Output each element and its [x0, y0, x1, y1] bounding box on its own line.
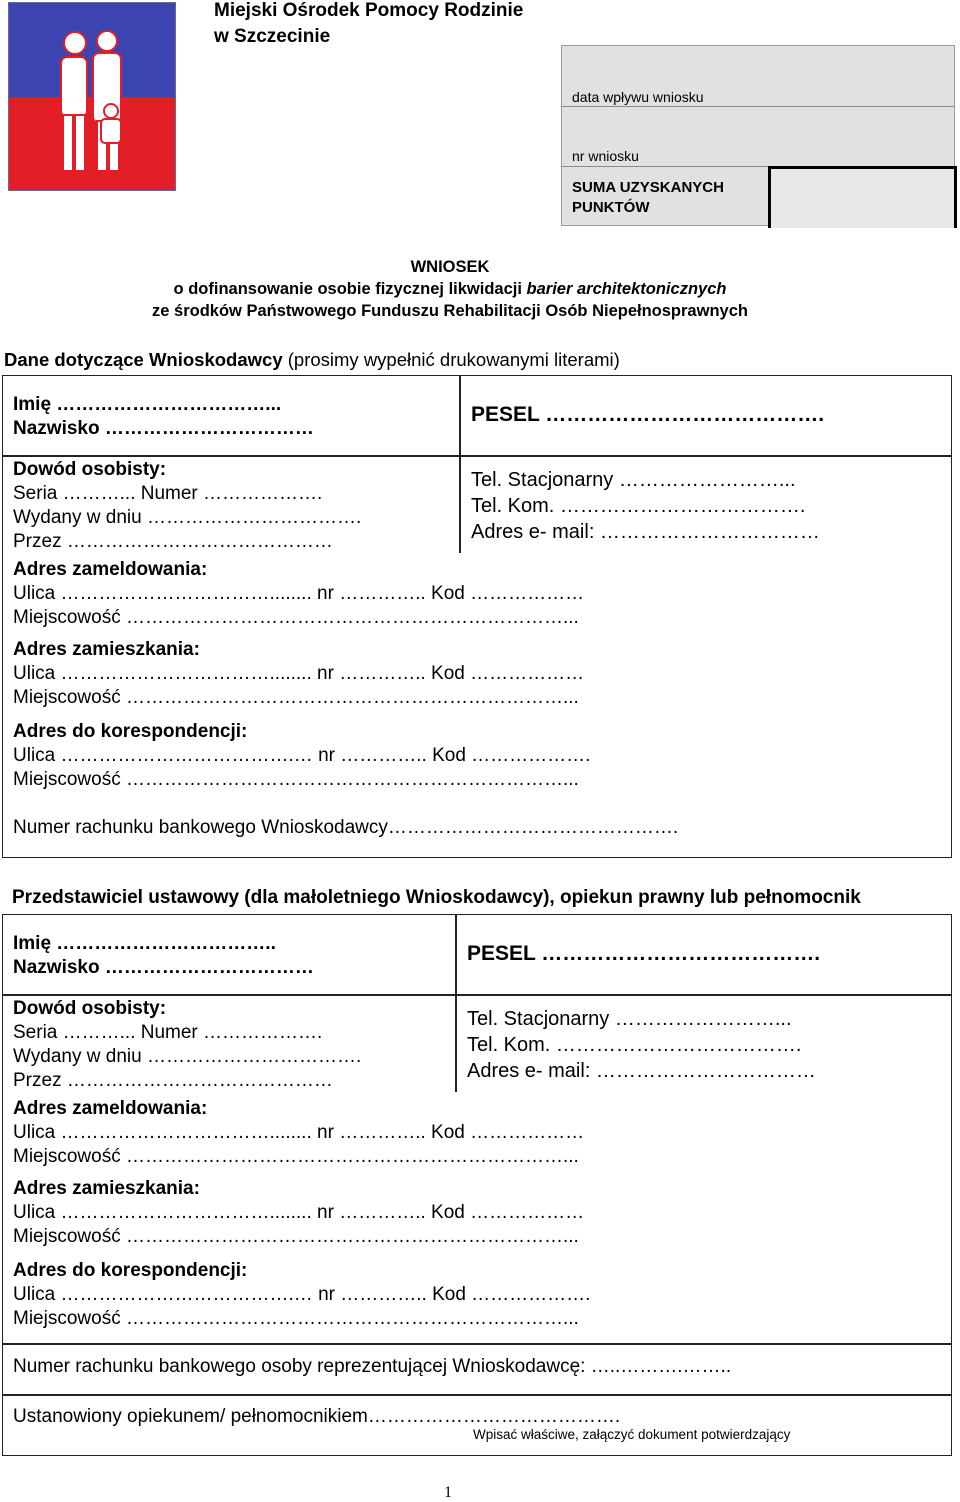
points-label-line1: SUMA UZYSKANYCH — [572, 179, 724, 196]
representative-landline[interactable]: Tel. Stacjonarny ……………………... — [467, 1008, 792, 1030]
points-label-line2: PUNKTÓW — [572, 199, 650, 216]
representative-registered-street[interactable]: Ulica ……………………………........ nr ………….. Kod ……………… — [13, 1122, 585, 1143]
applicant-correspondence-heading: Adres do korespondencji: — [13, 721, 248, 742]
applicant-residence-city[interactable]: Miejscowość ……………………………………………………………... — [13, 687, 579, 708]
representative-id-issued-by[interactable]: Przez …………………………………… — [13, 1070, 333, 1091]
representative-residence-city[interactable]: Miejscowość ……………………………………………………………... — [13, 1226, 579, 1247]
representative-email[interactable]: Adres e- mail: …………………………… — [467, 1060, 816, 1082]
guardian-appointment-note: Wpisać właściwe, załączyć dokument potwierdzający — [473, 1427, 791, 1442]
representative-bank-account[interactable]: Numer rachunku bankowego osoby reprezentującej Wnioskodawcę: …..……….…….. — [13, 1356, 732, 1377]
applicant-residence-street[interactable]: Ulica ……………………………........ nr ………….. Kod ……………… — [13, 663, 585, 684]
registry-box — [561, 45, 955, 226]
doc-title: WNIOSEK — [410, 258, 490, 276]
representative-form — [2, 914, 952, 1456]
representative-registered-address-heading: Adres zameldowania: — [13, 1098, 208, 1119]
applicant-residence-address-heading: Adres zamieszkania: — [13, 639, 200, 660]
applicant-registered-address-heading: Adres zameldowania: — [13, 559, 208, 580]
mopr-logo — [8, 2, 176, 191]
applicant-form — [2, 375, 952, 858]
applicant-id-heading: Dowód osobisty: — [13, 459, 167, 480]
representative-mobile[interactable]: Tel. Kom. ………………………………. — [467, 1034, 802, 1056]
guardian-appointment[interactable]: Ustanowiony opiekunem/ pełnomocnikiem…………………………………. — [13, 1406, 621, 1427]
applicant-registered-city[interactable]: Miejscowość ……………………………………………………………... — [13, 607, 579, 628]
representative-id-heading: Dowód osobisty: — [13, 998, 167, 1019]
applicant-id-issued-date[interactable]: Wydany w dniu ……………………………. — [13, 507, 362, 528]
applicant-mobile[interactable]: Tel. Kom. ………………………………. — [471, 495, 806, 517]
applicant-heading: Dane dotyczące Wnioskodawcy (prosimy wypełnić drukowanymi literami) — [4, 349, 620, 370]
date-received-label: data wpływu wniosku — [572, 89, 704, 105]
representative-id-issued-date[interactable]: Wydany w dniu ……………………………. — [13, 1046, 362, 1067]
applicant-correspondence-street[interactable]: Ulica ……………………………….… nr ………….. Kod ………………. — [13, 745, 591, 766]
applicant-landline[interactable]: Tel. Stacjonarny ……………………... — [471, 469, 796, 491]
doc-subtitle-line1: o dofinansowanie osobie fizycznej likwidacji barier architektonicznych — [173, 280, 727, 298]
applicant-bank-account[interactable]: Numer rachunku bankowego Wnioskodawcy………………………………………. — [13, 817, 679, 838]
applicant-first-name[interactable]: Imię ……………………………... — [13, 394, 282, 415]
representative-residence-street[interactable]: Ulica ……………………………........ nr ………….. Kod ……………… — [13, 1202, 585, 1223]
applicant-registered-street[interactable]: Ulica ……………………………........ nr ………….. Kod ……………… — [13, 583, 585, 604]
applicant-id-series-number[interactable]: Seria ………... Numer ………………. — [13, 483, 323, 504]
doc-subtitle-line2: ze środków Państwowego Funduszu Rehabilitacji Osób Niepełnosprawnych — [152, 302, 748, 320]
representative-correspondence-heading: Adres do korespondencji: — [13, 1260, 248, 1281]
org-name-line1: Miejski Ośrodek Pomocy Rodzinie — [214, 0, 524, 21]
representative-registered-city[interactable]: Miejscowość ……………………………………………………………... — [13, 1146, 579, 1167]
representative-id-series-number[interactable]: Seria ………... Numer ………………. — [13, 1022, 323, 1043]
representative-residence-address-heading: Adres zamieszkania: — [13, 1178, 200, 1199]
representative-last-name[interactable]: Nazwisko …………………………… — [13, 957, 314, 978]
family-icon — [9, 3, 175, 190]
org-name-line2: w Szczecinie — [214, 26, 331, 47]
representative-heading: Przedstawiciel ustawowy (dla małoletniego Wnioskodawcy), opiekun prawny lub pełnomocnik — [12, 887, 861, 908]
application-number-label: nr wniosku — [572, 148, 639, 164]
applicant-id-issued-by[interactable]: Przez …………………………………… — [13, 531, 333, 552]
representative-correspondence-street[interactable]: Ulica ……………………………….… nr ………….. Kod ………………. — [13, 1284, 591, 1305]
representative-first-name[interactable]: Imię …………………………….. — [13, 933, 276, 954]
representative-pesel[interactable]: PESEL …………………………………. — [467, 942, 821, 965]
applicant-pesel[interactable]: PESEL …………………………………. — [471, 403, 825, 426]
points-field[interactable] — [768, 166, 957, 228]
representative-correspondence-city[interactable]: Miejscowość ……………………………………………………………... — [13, 1308, 579, 1329]
applicant-correspondence-city[interactable]: Miejscowość ……………………………………………………………... — [13, 769, 579, 790]
page-number: 1 — [444, 1484, 452, 1501]
applicant-last-name[interactable]: Nazwisko …………………………… — [13, 418, 314, 439]
applicant-email[interactable]: Adres e- mail: …………………………… — [471, 521, 820, 543]
